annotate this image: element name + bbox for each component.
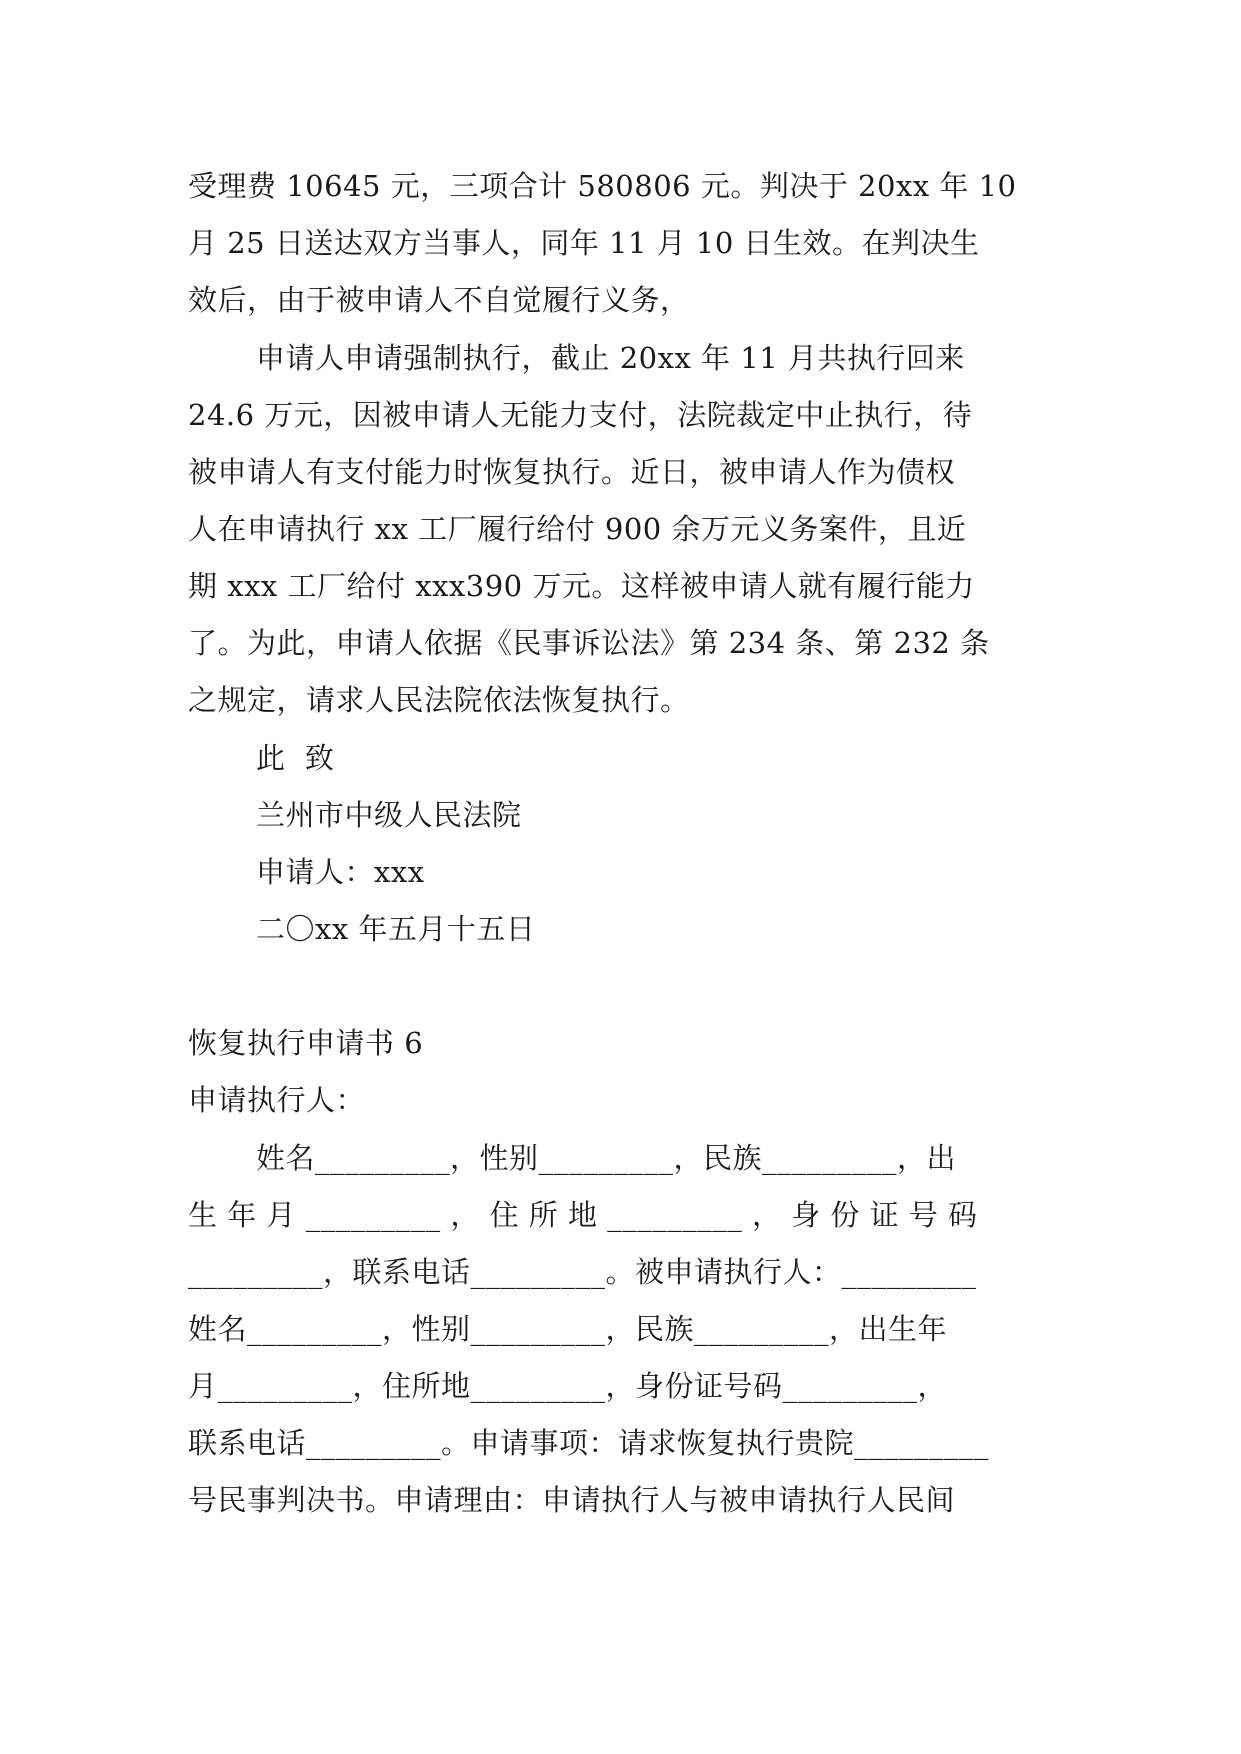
form-line: 号民事判决书。申请理由：申请执行人与被申请执行人民间	[188, 1483, 956, 1517]
form-line: _________，联系电话_________。被申请执行人：_________	[188, 1255, 977, 1289]
text-line: 了。为此，申请人依据《民事诉讼法》第 234 条、第 232 条	[188, 626, 990, 660]
closing-salutation: 此 致	[256, 741, 335, 775]
text-line: 效后，由于被申请人不自觉履行义务，	[188, 283, 690, 317]
paragraph-first-line: 申请人申请强制执行，截止 20xx 年 11 月共执行回来	[256, 341, 965, 375]
text-line: 受理费 10645 元，三项合计 580806 元。判决于 20xx 年 10	[188, 169, 1017, 203]
form-line: 月_________，住所地_________，身份证号码_________，	[188, 1369, 948, 1403]
form-line: 生 年 月 _________ ， 住 所 地 _________ ， 身 份 证 号 码	[188, 1198, 978, 1232]
text-line: 人在申请执行 xx 工厂履行给付 900 余万元义务案件，且近	[188, 512, 967, 546]
text-line: 24.6 万元，因被申请人无能力支付，法院裁定中止执行，待	[188, 398, 973, 432]
text-line: 被申请人有支付能力时恢复执行。近日，被申请人作为债权	[188, 455, 956, 489]
applicant-heading: 申请执行人：	[188, 1083, 366, 1117]
section-title: 恢复执行申请书 6	[188, 1026, 424, 1060]
recipient-court: 兰州市中级人民法院	[256, 798, 522, 832]
form-line: 联系电话_________。申请事项：请求恢复执行贵院_________	[188, 1426, 990, 1460]
date-line: 二〇xx 年五月十五日	[256, 912, 536, 946]
form-line: 姓名_________，性别_________，民族_________，出	[256, 1141, 957, 1175]
applicant-signature: 申请人：xxx	[256, 855, 425, 889]
text-line: 月 25 日送达双方当事人，同年 11 月 10 日生效。在判决生	[188, 226, 980, 260]
text-line: 之规定，请求人民法院依法恢复执行。	[188, 683, 690, 717]
text-line: 期 xxx 工厂给付 xxx390 万元。这样被申请人就有履行能力	[188, 569, 975, 603]
form-line: 姓名_________，性别_________，民族_________，出生年	[188, 1312, 948, 1346]
